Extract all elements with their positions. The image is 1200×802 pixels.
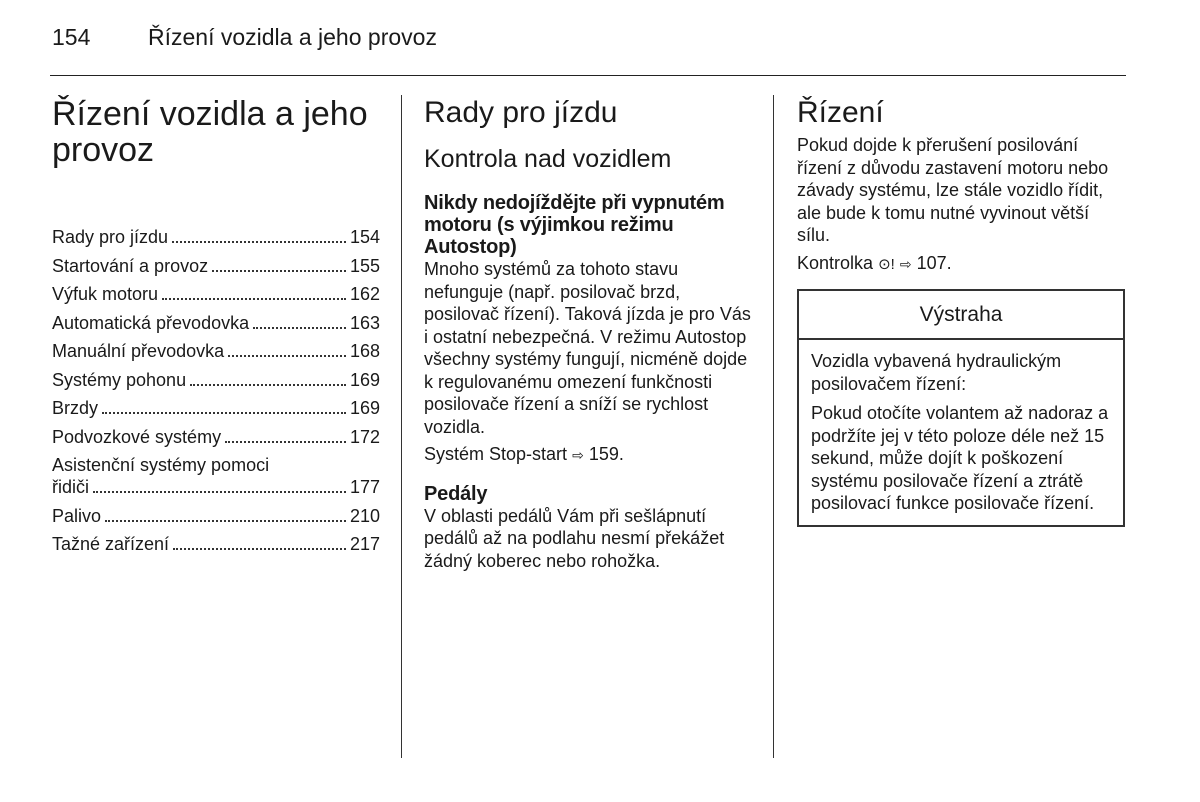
toc-leader xyxy=(105,520,346,522)
reference-text: Systém Stop-start xyxy=(424,444,568,464)
toc-item[interactable] xyxy=(52,454,380,498)
warning-body xyxy=(799,340,1123,525)
toc-label: Startování a provoz xyxy=(52,255,209,276)
toc-leader xyxy=(172,241,346,243)
toc-page: 169 xyxy=(349,398,380,418)
chapter-column xyxy=(52,92,380,562)
toc-item[interactable] xyxy=(52,397,380,419)
paragraph: Vozidla vybavená hydraulickým posilovačem řízení: xyxy=(811,351,1062,394)
header-rule xyxy=(50,75,1126,76)
driving-tips-column xyxy=(424,92,756,572)
column-divider-2 xyxy=(773,95,774,758)
toc-item[interactable] xyxy=(52,369,380,391)
subsection-title: Kontrola nad vozidlem xyxy=(424,145,672,173)
toc-item[interactable] xyxy=(52,226,380,248)
paragraph: Pokud dojde k přerušení posilování řízení z důvodu zastavení motoru nebo závady systému, lze stále vozidlo řídit, ale bude k tomu nutné vyvinout větší sílu. xyxy=(797,135,1109,245)
toc-leader xyxy=(162,298,346,300)
toc-leader xyxy=(212,270,346,272)
arrow-icon: ⇨ xyxy=(572,447,584,463)
toc-page: 210 xyxy=(349,505,380,526)
toc-page: 163 xyxy=(349,312,380,333)
toc-label: Brzdy xyxy=(52,398,99,418)
section-title: Rady pro jízdu xyxy=(424,96,618,129)
toc-leader xyxy=(228,355,346,357)
reference-page: 107. xyxy=(916,252,952,273)
paragraph: Pokud otočíte volantem až nadoraz a podržíte jej v této poloze déle než 15 sekund, může dojít k poškození systému posilovače řízení a ztrátě posilovací funkce posilovače řízení. xyxy=(811,403,1109,513)
toc-leader xyxy=(190,384,346,386)
toc-item[interactable] xyxy=(52,533,380,555)
toc-page: 172 xyxy=(349,426,380,447)
steering-column xyxy=(797,92,1125,527)
steering-warning-icon: ⊙! xyxy=(878,255,895,273)
section-title: Řízení xyxy=(797,96,884,129)
toc-label: Manuální převodovka xyxy=(52,341,225,361)
reference-text: Kontrolka xyxy=(797,252,874,273)
running-header xyxy=(52,24,437,51)
toc-leader xyxy=(93,491,346,493)
toc-item[interactable] xyxy=(52,283,380,305)
toc-label: Výfuk motoru xyxy=(52,284,159,304)
toc-page: 162 xyxy=(349,284,380,304)
heading-pedals: Pedály xyxy=(424,482,488,505)
table-of-contents xyxy=(52,226,380,555)
toc-leader xyxy=(225,441,346,443)
toc-item[interactable] xyxy=(52,312,380,334)
reference-page: 159. xyxy=(588,444,624,464)
toc-page: 177 xyxy=(349,477,380,497)
heading-engine-off: Nikdy nedojíždějte při vypnutém motoru (s výjimkou režimu Autostop) xyxy=(424,192,725,258)
toc-label: řidiči xyxy=(52,477,90,497)
toc-label: Automatická převodovka xyxy=(52,312,250,333)
toc-page: 155 xyxy=(349,255,380,276)
toc-leader xyxy=(173,548,346,550)
paragraph: V oblasti pedálů Vám při sešlápnutí pedálů až na podlahu nesmí překážet žádný koberec nebo rohožka. xyxy=(424,505,725,571)
chapter-title: Řízení vozidla a jeho provoz xyxy=(52,95,368,169)
cross-reference[interactable] xyxy=(797,252,1125,277)
toc-page: 154 xyxy=(349,227,380,247)
column-divider-1 xyxy=(401,95,402,758)
running-header-title: Řízení vozidla a jeho provoz xyxy=(148,24,437,50)
toc-leader xyxy=(102,412,346,414)
toc-item[interactable] xyxy=(52,255,380,277)
warning-title: Výstraha xyxy=(799,291,1123,340)
paragraph: Mnoho systémů za tohoto stavu nefunguje (např. posilovač brzd, posilovač řízení). Taková jízda je pro Vás i ostatní nebezpečná. V režimu Autostop všechny systémy fungují, nicméně dojde k regulovanému omezení funkčnosti posilovače řízení a sníží se rychlost vozidla. xyxy=(424,259,751,437)
toc-page: 169 xyxy=(349,369,380,390)
cross-reference[interactable] xyxy=(424,443,756,467)
toc-label: Podvozkové systémy xyxy=(52,426,222,447)
toc-label: Tažné zařízení xyxy=(52,534,170,554)
warning-box xyxy=(797,289,1125,527)
toc-label: Asistenční systémy pomoci xyxy=(52,455,270,475)
toc-label: Palivo xyxy=(52,505,102,526)
toc-page: 217 xyxy=(349,534,380,554)
toc-label: Systémy pohonu xyxy=(52,369,187,390)
toc-label: Rady pro jízdu xyxy=(52,227,169,247)
toc-page: 168 xyxy=(349,341,380,361)
toc-item[interactable] xyxy=(52,505,380,527)
toc-item[interactable] xyxy=(52,426,380,448)
arrow-icon: ⇨ xyxy=(899,255,912,272)
page-number: 154 xyxy=(52,24,91,50)
toc-leader xyxy=(253,327,346,329)
toc-item[interactable] xyxy=(52,340,380,362)
